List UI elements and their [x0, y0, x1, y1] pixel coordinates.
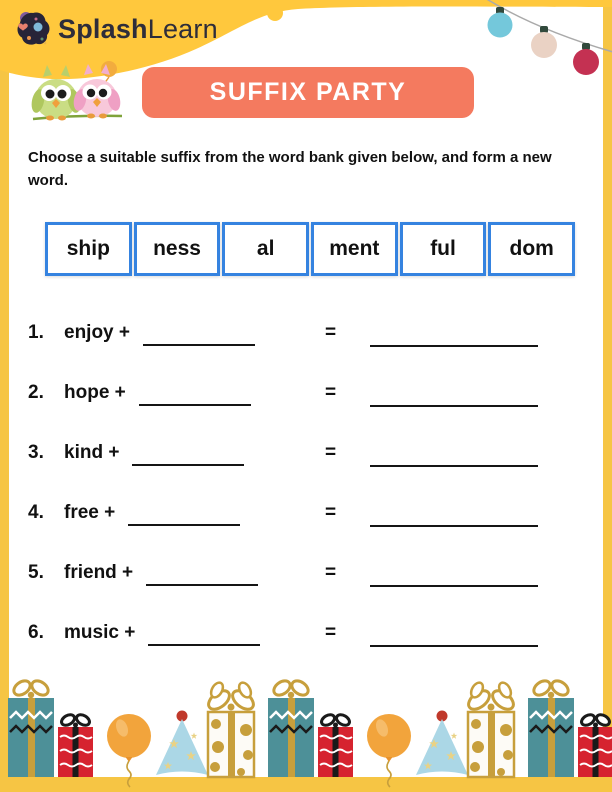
party-set: [528, 678, 612, 787]
party-set: [8, 678, 257, 787]
worksheet-title-banner: [142, 67, 474, 118]
suffix-blank-line: [132, 440, 244, 466]
result-blank-line: [370, 513, 538, 527]
green-owl-icon: [30, 65, 83, 121]
question-row: [28, 483, 584, 543]
logo-text: [58, 14, 218, 45]
equals-sign: =: [325, 442, 337, 463]
question-number: 5.: [28, 562, 44, 583]
word-bank-cell: ness: [134, 222, 221, 276]
party-border: [0, 674, 612, 792]
suffix-blank-line: [139, 380, 251, 406]
question-label: free +: [64, 502, 116, 523]
red-bauble-icon: [573, 43, 599, 75]
party-set: [268, 678, 517, 787]
result-blank-line: [370, 633, 538, 647]
yellow-dot-icon: [267, 5, 283, 21]
equals-sign: =: [325, 622, 337, 643]
word-bank-cell: ment: [311, 222, 398, 276]
question-row: [28, 423, 584, 483]
owls-decoration: [25, 55, 130, 127]
result-blank-line: [370, 333, 538, 347]
word-bank-cell: ful: [400, 222, 487, 276]
equals-sign: =: [325, 562, 337, 583]
equals-sign: =: [325, 502, 337, 523]
string-lights-icon: [467, 0, 612, 85]
beige-bauble-icon: [531, 26, 557, 58]
pink-owl-icon: [72, 61, 122, 119]
result-blank-line: [370, 393, 538, 407]
logo-text-learn: Learn: [147, 13, 218, 44]
question-label: enjoy +: [64, 322, 130, 343]
question-row: [28, 543, 584, 603]
question-row: [28, 603, 584, 663]
page-title: SUFFIX PARTY: [209, 78, 407, 106]
suffix-blank-line: [146, 560, 258, 586]
suffix-blank-line: [128, 500, 240, 526]
word-bank-cell: al: [222, 222, 309, 276]
logo-text-splash: Splash: [58, 13, 148, 44]
question-label: friend +: [64, 562, 134, 583]
questions-list: [28, 303, 584, 663]
question-number: 2.: [28, 382, 44, 403]
result-blank-line: [370, 453, 538, 467]
suffix-blank-line: [143, 320, 255, 346]
suffix-blank-line: [148, 620, 260, 646]
question-label: music +: [64, 622, 136, 643]
question-label: kind +: [64, 442, 120, 463]
question-row: [28, 303, 584, 363]
equals-sign: =: [325, 382, 337, 403]
question-number: 4.: [28, 502, 44, 523]
splash-icon: [14, 10, 52, 48]
question-number: 1.: [28, 322, 44, 343]
result-blank-line: [370, 573, 538, 587]
question-number: 6.: [28, 622, 44, 643]
word-bank-cell: dom: [488, 222, 575, 276]
question-label: hope +: [64, 382, 126, 403]
word-bank: [45, 222, 575, 276]
equals-sign: =: [325, 322, 337, 343]
word-bank-cell: ship: [45, 222, 132, 276]
instruction-text: Choose a suitable suffix from the word bank given below, and form a new word.: [28, 149, 552, 190]
footer-yellow-strip: [0, 777, 612, 792]
question-number: 3.: [28, 442, 44, 463]
splashlearn-logo: [14, 10, 218, 48]
question-row: [28, 363, 584, 423]
